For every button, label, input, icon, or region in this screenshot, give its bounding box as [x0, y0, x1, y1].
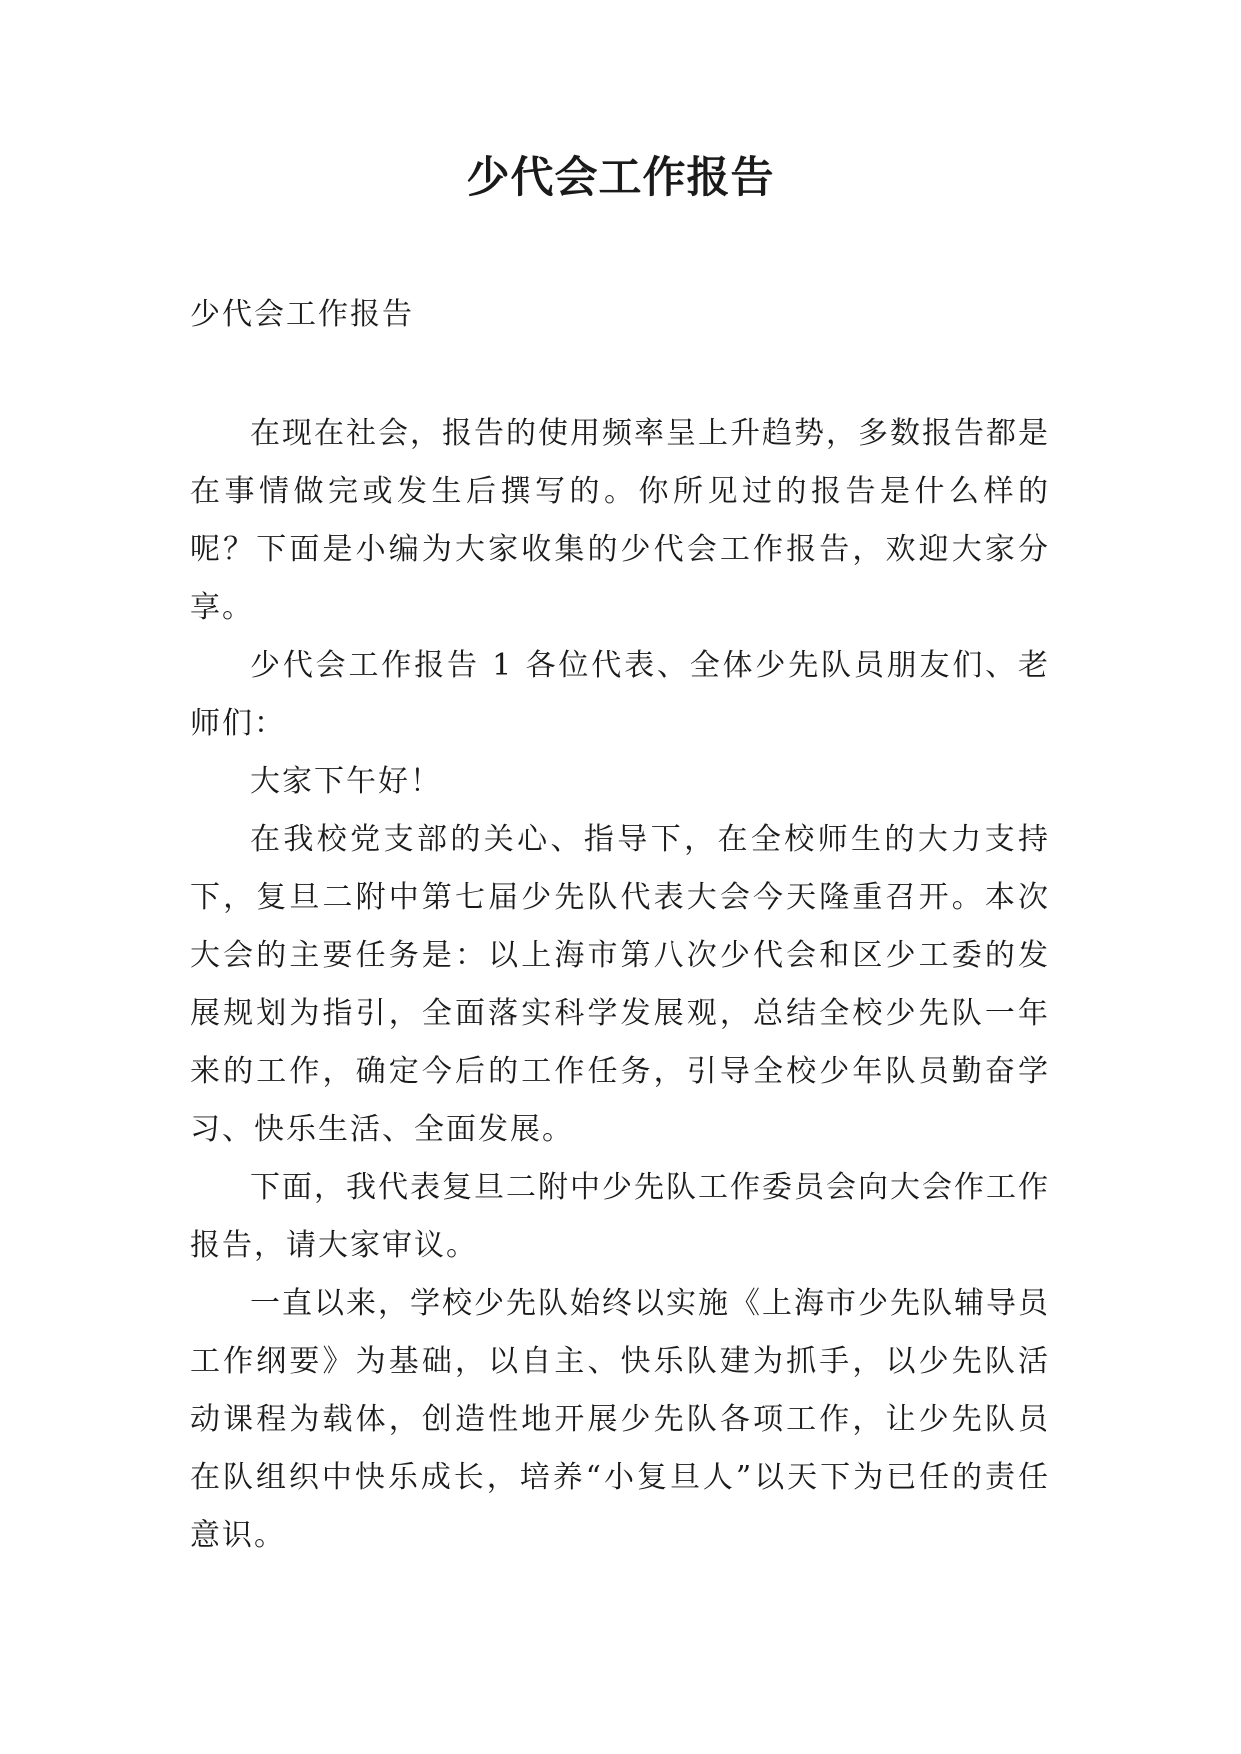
document-title: 少代会工作报告	[466, 153, 775, 203]
paragraph-report-statement: 下面，我代表复旦二附中少先队工作委员会向大会作工作报告，请大家审议。	[190, 1170, 1050, 1263]
paragraph-salutation: 少代会工作报告 1 各位代表、全体少先队员朋友们、老师们：	[190, 648, 1050, 741]
document-subtitle: 少代会工作报告	[190, 297, 414, 332]
document-body	[190, 405, 1050, 1565]
paragraph-greeting: 大家下午好！	[250, 764, 442, 799]
paragraph-intro: 在现在社会，报告的使用频率呈上升趋势，多数报告都是在事情做完或发生后撰写的。你所见过的报告是什么样的呢？下面是小编为大家收集的少代会工作报告，欢迎大家分享。	[190, 416, 1050, 625]
paragraph-summary: 一直以来，学校少先队始终以实施《上海市少先队辅导员工作纲要》为基础，以自主、快乐队建为抓手，以少先队活动课程为载体，创造性地开展少先队各项工作，让少先队员在队组织中快乐成长，培养“小复旦人”以天下为已任的责任意识。	[190, 1286, 1050, 1553]
paragraph-opening: 在我校党支部的关心、指导下，在全校师生的大力支持下，复旦二附中第七届少先队代表大会今天隆重召开。本次大会的主要任务是：以上海市第八次少代会和区少工委的发展规划为指引，全面落实科学发展观，总结全校少先队一年来的工作，确定今后的工作任务，引导全校少年队员勤奋学习、快乐生活、全面发展。	[190, 822, 1050, 1147]
